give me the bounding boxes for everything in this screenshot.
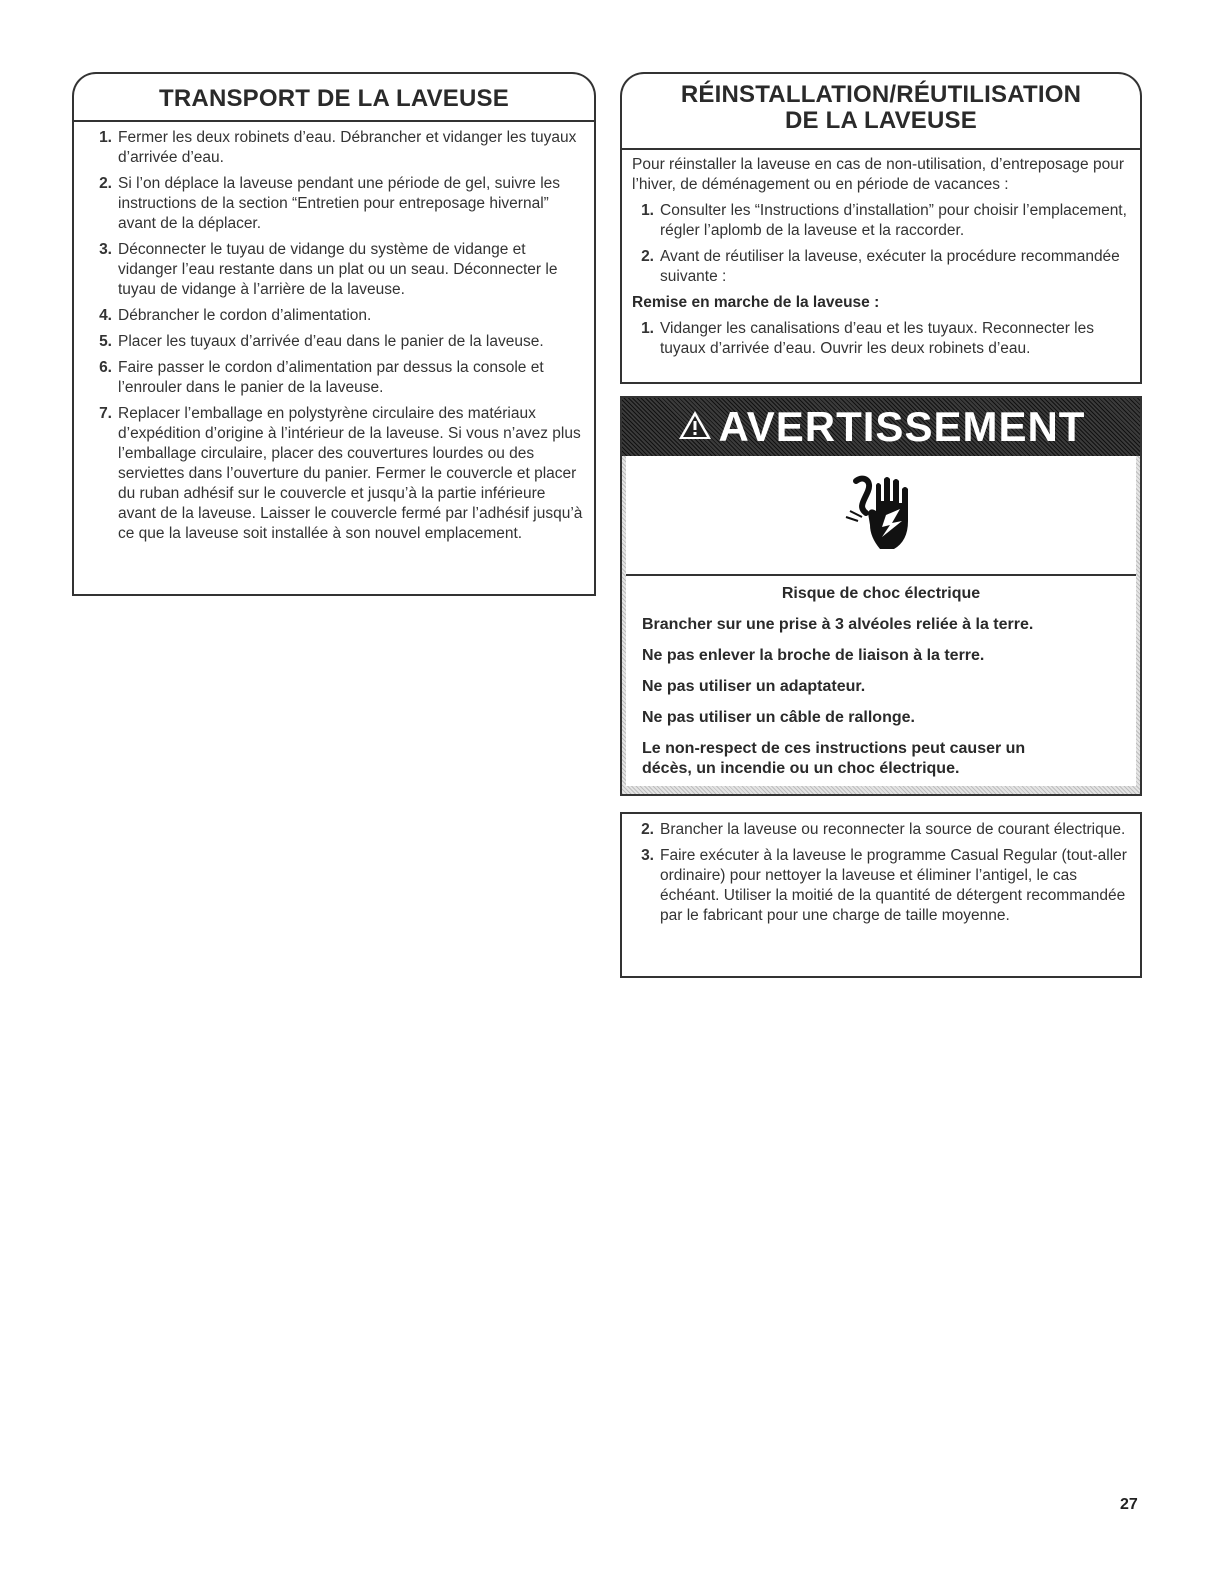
list-item: 2. Avant de réutiliser la laveuse, exécuter la procédure recommandée suivante : (641, 248, 1120, 285)
continue-section (620, 812, 1142, 978)
list-item: 1. Vidanger les canalisations d’eau et les tuyaux. Reconnecter les tuyaux d’arrivée d’eau. Ouvrir les deux robinets d’eau. (641, 320, 1094, 357)
list-item: 3. Faire exécuter à la laveuse le programme Casual Regular (tout-aller ordinaire) pour nettoyer la laveuse et éliminer l’antigel, le cas échéant. Utiliser la moitié de la quantité de détergent recommandée par le fabricant pour une charge de taille moyenne. (641, 847, 1127, 924)
transport-title: TRANSPORT DE LA LAVEUSE (159, 85, 509, 112)
list-item: 2. Si l’on déplace la laveuse pendant une période de gel, suivre les instructions de la section “Entretien pour entreposage hivernal” avant de la déplacer. (99, 175, 561, 232)
list-item: 1. Fermer les deux robinets d’eau. Débrancher et vidanger les tuyaux d’arrivée d’eau. (99, 129, 577, 166)
warning-line: Ne pas enlever la broche de liaison à la terre. (642, 647, 985, 664)
list-item: 7. Replacer l’emballage en polystyrène circulaire des matériaux d’expédition d’origine à l’intérieur de la laveuse. Si vous n’avez plus l’emballage circulaire, placer des couvertures lourdes ou des serviettes dans l’ouverture du panier. Fermer le couvercle et placer du ruban adhésif sur le couvercle et jusqu’à la partie inférieure avant de la laveuse. Laisser le couvercle fermé par l’adhésif jusqu’à ce que la laveuse soit installée à son nouvel emplacement. (99, 405, 583, 542)
continue-content (620, 812, 1142, 978)
reinstall-section (620, 72, 1142, 384)
warning-line: Brancher sur une prise à 3 alvéoles reliée à la terre. (642, 616, 1034, 633)
warning-line: Ne pas utiliser un adaptateur. (642, 678, 866, 695)
warning-line: Ne pas utiliser un câble de rallonge. (642, 709, 915, 726)
electric-shock-hand-icon (626, 456, 1136, 576)
warning-header (622, 398, 1140, 456)
reinstall-steps (632, 201, 1132, 287)
warning-title: AVERTISSEMENT (718, 403, 1086, 450)
list-item: 1. Consulter les “Instructions d’installation” pour choisir l’emplacement, régler l’aplomb de la laveuse et la raccorder. (641, 202, 1127, 239)
restart-steps (632, 319, 1132, 359)
reinstall-title-tab (620, 72, 1142, 148)
warning-risk: Risque de choc électrique (781, 585, 981, 602)
list-item: 6. Faire passer le cordon d’alimentation par dessus la console et l’enrouler dans le panier de la laveuse. (99, 359, 544, 396)
list-item: 4. Débrancher le cordon d’alimentation. (99, 307, 372, 324)
reinstall-title-line1: RÉINSTALLATION/RÉUTILISATION (680, 81, 1082, 108)
reinstall-title-line2: DE LA LAVEUSE (785, 107, 977, 134)
list-item: 3. Déconnecter le tuyau de vidange du système de vidange et vidanger l’eau restante dans un plat ou un seau. Déconnecter le tuyau de vidange à l’arrière de la laveuse. (99, 241, 558, 298)
warning-triangle-icon (677, 409, 713, 446)
reinstall-intro: Pour réinstaller la laveuse en cas de non-utilisation, d’entreposage pour l’hiver, de déménagement ou en période de vacances : (632, 156, 1124, 193)
list-item: 2. Brancher la laveuse ou reconnecter la source de courant électrique. (641, 821, 1126, 838)
transport-section (72, 72, 596, 596)
page-number: 27 (1120, 1496, 1138, 1513)
reinstall-content (620, 148, 1142, 384)
transport-steps (90, 128, 584, 544)
transport-title-tab (72, 72, 596, 120)
warning-consequence: Le non-respect de ces instructions peut causer un décès, un incendie ou un choc électrique. (642, 740, 1026, 777)
warning-text (626, 576, 1136, 786)
warning-box (620, 396, 1142, 796)
list-item: 5. Placer les tuyaux d’arrivée d’eau dans le panier de la laveuse. (99, 333, 544, 350)
transport-content (72, 120, 596, 596)
restart-subheading: Remise en marche de la laveuse : (632, 294, 880, 311)
continue-steps (632, 820, 1132, 926)
